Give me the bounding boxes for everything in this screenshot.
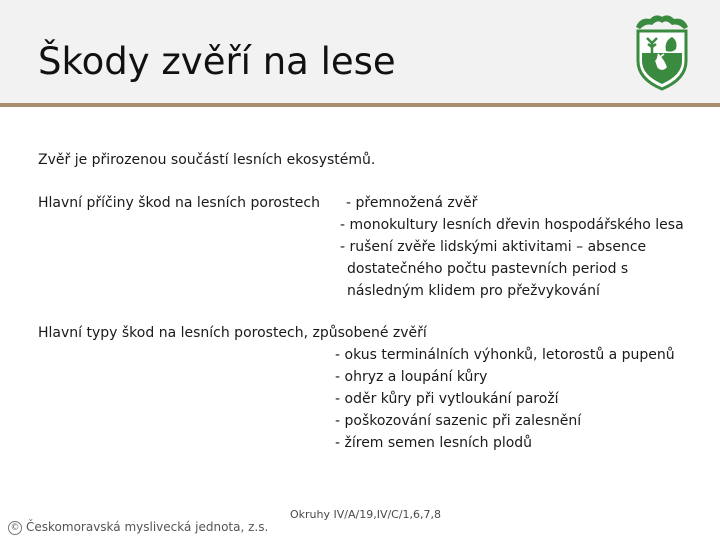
causes-line: - rušení zvěře lidskými aktivitami – absence xyxy=(340,239,647,255)
types-line: - poškozování sazenic při zalesnění xyxy=(335,413,582,429)
types-heading: Hlavní typy škod na lesních porostech, způsobené zvěří xyxy=(38,325,427,341)
header-divider xyxy=(0,103,720,107)
types-line: - okus terminálních výhonků, letorostů a pupenů xyxy=(335,347,675,363)
types-line: - oděr kůry při vytloukání paroží xyxy=(335,391,559,407)
slide-title: Škody zvěří na lese xyxy=(38,40,396,83)
footer-reference: Okruhy IV/A/19,IV/C/1,6,7,8 xyxy=(290,508,442,521)
types-line: - žírem semen lesních plodů xyxy=(335,435,533,451)
copyright-text: Českomoravská myslivecká jednota, z.s. xyxy=(26,520,269,534)
causes-line: - přemnožená zvěř xyxy=(346,195,478,211)
causes-line: - monokultury lesních dřevin hospodářského lesa xyxy=(340,217,684,233)
cmmj-emblem-icon xyxy=(630,13,694,93)
intro-text: Zvěř je přirozenou součástí lesních ekosystémů. xyxy=(38,152,376,168)
copyright-notice xyxy=(8,520,268,535)
causes-heading: Hlavní příčiny škod na lesních porostech xyxy=(38,195,320,211)
types-line: - ohryz a loupání kůry xyxy=(335,369,488,385)
causes-line: dostatečného počtu pastevních period s xyxy=(347,261,629,277)
copyright-icon: © xyxy=(8,521,22,535)
causes-line: následným klidem pro přežvykování xyxy=(347,283,600,299)
